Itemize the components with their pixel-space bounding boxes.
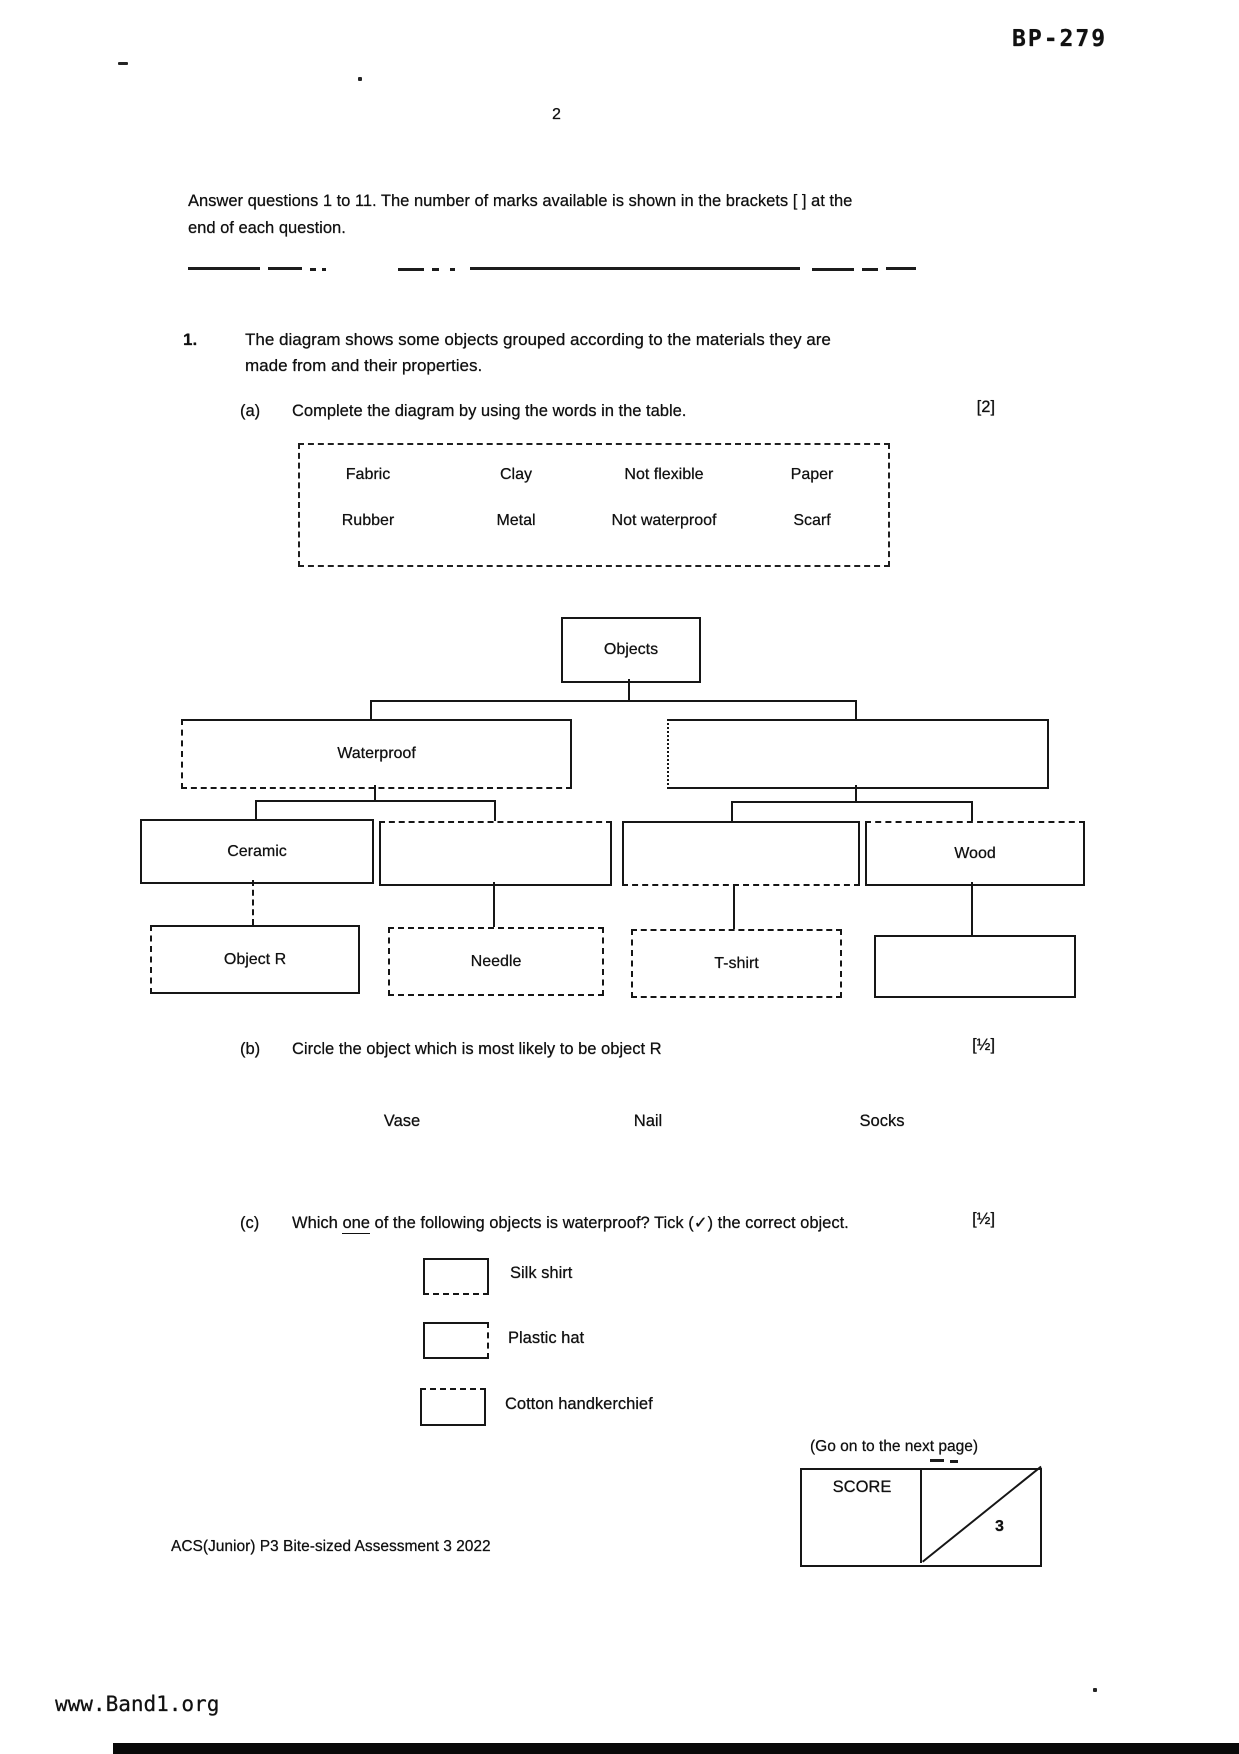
question-text xyxy=(245,327,965,379)
diagram-box-blank-level3[interactable] xyxy=(874,935,1076,998)
watermark-url: www.Band1.org xyxy=(55,1692,220,1716)
part-b-text: Circle the object which is most likely to be object R xyxy=(292,1040,662,1058)
question-number: 1. xyxy=(183,330,198,349)
diagram-box-object-r: Object R xyxy=(150,925,360,994)
part-c-label: (c) xyxy=(240,1214,260,1232)
question-text-line: made from and their properties. xyxy=(245,356,483,375)
paper-code: BP-279 xyxy=(1012,26,1108,52)
word-table-cell: Fabric xyxy=(345,466,391,483)
part-b-marks: [½] xyxy=(972,1036,995,1054)
score-label: SCORE xyxy=(832,1478,892,1496)
scan-speck xyxy=(118,62,128,65)
diagram-box-blank-level1[interactable] xyxy=(667,719,1049,789)
connector-line xyxy=(855,700,857,719)
connector-line xyxy=(731,801,733,821)
word-table-cell: Clay xyxy=(499,466,532,483)
connector-line xyxy=(374,785,376,800)
part-c-text xyxy=(292,1210,992,1237)
part-a-label: (a) xyxy=(240,402,261,420)
connector-line xyxy=(971,801,973,821)
word-table-cell: Scarf xyxy=(793,512,831,529)
diagram-box-waterproof: Waterproof xyxy=(181,719,572,789)
option-vase[interactable]: Vase xyxy=(383,1112,421,1130)
checkbox-silk-shirt[interactable] xyxy=(423,1258,489,1295)
connector-line xyxy=(370,700,372,719)
page-number: 2 xyxy=(552,106,561,123)
checkbox-cotton-handkerchief[interactable] xyxy=(420,1388,486,1426)
part-c-text-underlined: one xyxy=(342,1214,370,1232)
scan-speck xyxy=(1093,1688,1097,1692)
diagram-box-objects: Objects xyxy=(561,617,701,683)
connector-line xyxy=(255,800,257,819)
instructions-line: Answer questions 1 to 11. The number of marks available is shown in the brackets [ ] at the xyxy=(188,192,853,210)
part-b-label: (b) xyxy=(240,1040,261,1058)
connector-line xyxy=(628,679,630,700)
connector-line xyxy=(971,882,973,935)
checkbox-label-plastic-hat: Plastic hat xyxy=(508,1329,585,1347)
diagram-box-blank-level2-b[interactable] xyxy=(622,821,860,886)
connector-line xyxy=(731,801,973,803)
option-socks[interactable]: Socks xyxy=(859,1112,905,1130)
score-box-divider xyxy=(920,1468,922,1563)
checkbox-plastic-hat[interactable] xyxy=(423,1322,489,1359)
connector-line xyxy=(493,882,495,927)
word-table-cell: Not waterproof xyxy=(611,512,717,529)
word-table-cell: Paper xyxy=(790,466,834,483)
scan-edge-bar xyxy=(113,1743,1239,1754)
part-c-marks: [½] xyxy=(972,1210,995,1228)
instructions xyxy=(188,188,968,242)
instructions-line: end of each question. xyxy=(188,219,346,237)
word-table-cell: Metal xyxy=(496,512,536,529)
diagram-box-ceramic: Ceramic xyxy=(140,819,374,884)
diagram-box-blank-level2-a[interactable] xyxy=(379,821,612,886)
part-a-marks: [2] xyxy=(976,398,995,416)
score-page-total: 3 xyxy=(995,1518,1004,1535)
connector-line xyxy=(255,800,495,802)
scan-speck xyxy=(930,1459,944,1462)
diagram-box-tshirt: T-shirt xyxy=(631,929,842,998)
part-a-text: Complete the diagram by using the words in the table. xyxy=(292,402,687,420)
connector-line xyxy=(494,800,496,821)
question-text-line: The diagram shows some objects grouped according to the materials they are xyxy=(245,330,831,349)
connector-line xyxy=(370,700,857,702)
part-c-text-before: Which xyxy=(292,1214,343,1232)
checkbox-label-cotton-handkerchief: Cotton handkerchief xyxy=(505,1395,653,1413)
word-table-cell: Not flexible xyxy=(624,466,704,483)
diagram-box-wood: Wood xyxy=(865,821,1085,886)
connector-line xyxy=(733,884,735,929)
diagram-box-needle: Needle xyxy=(388,927,604,996)
connector-line xyxy=(855,785,857,801)
option-nail[interactable]: Nail xyxy=(633,1112,663,1130)
word-table-border xyxy=(298,443,890,567)
checkbox-label-silk-shirt: Silk shirt xyxy=(510,1264,573,1282)
part-c-text-after: of the following objects is waterproof? Tick (✓) the correct object. xyxy=(369,1214,849,1232)
word-table-cell: Rubber xyxy=(341,512,395,529)
scan-speck xyxy=(950,1460,958,1463)
footer-text: ACS(Junior) P3 Bite-sized Assessment 3 2022 xyxy=(171,1538,491,1555)
scan-speck xyxy=(358,77,362,81)
connector-line xyxy=(252,880,254,925)
next-page-note: (Go on to the next page) xyxy=(810,1438,979,1455)
